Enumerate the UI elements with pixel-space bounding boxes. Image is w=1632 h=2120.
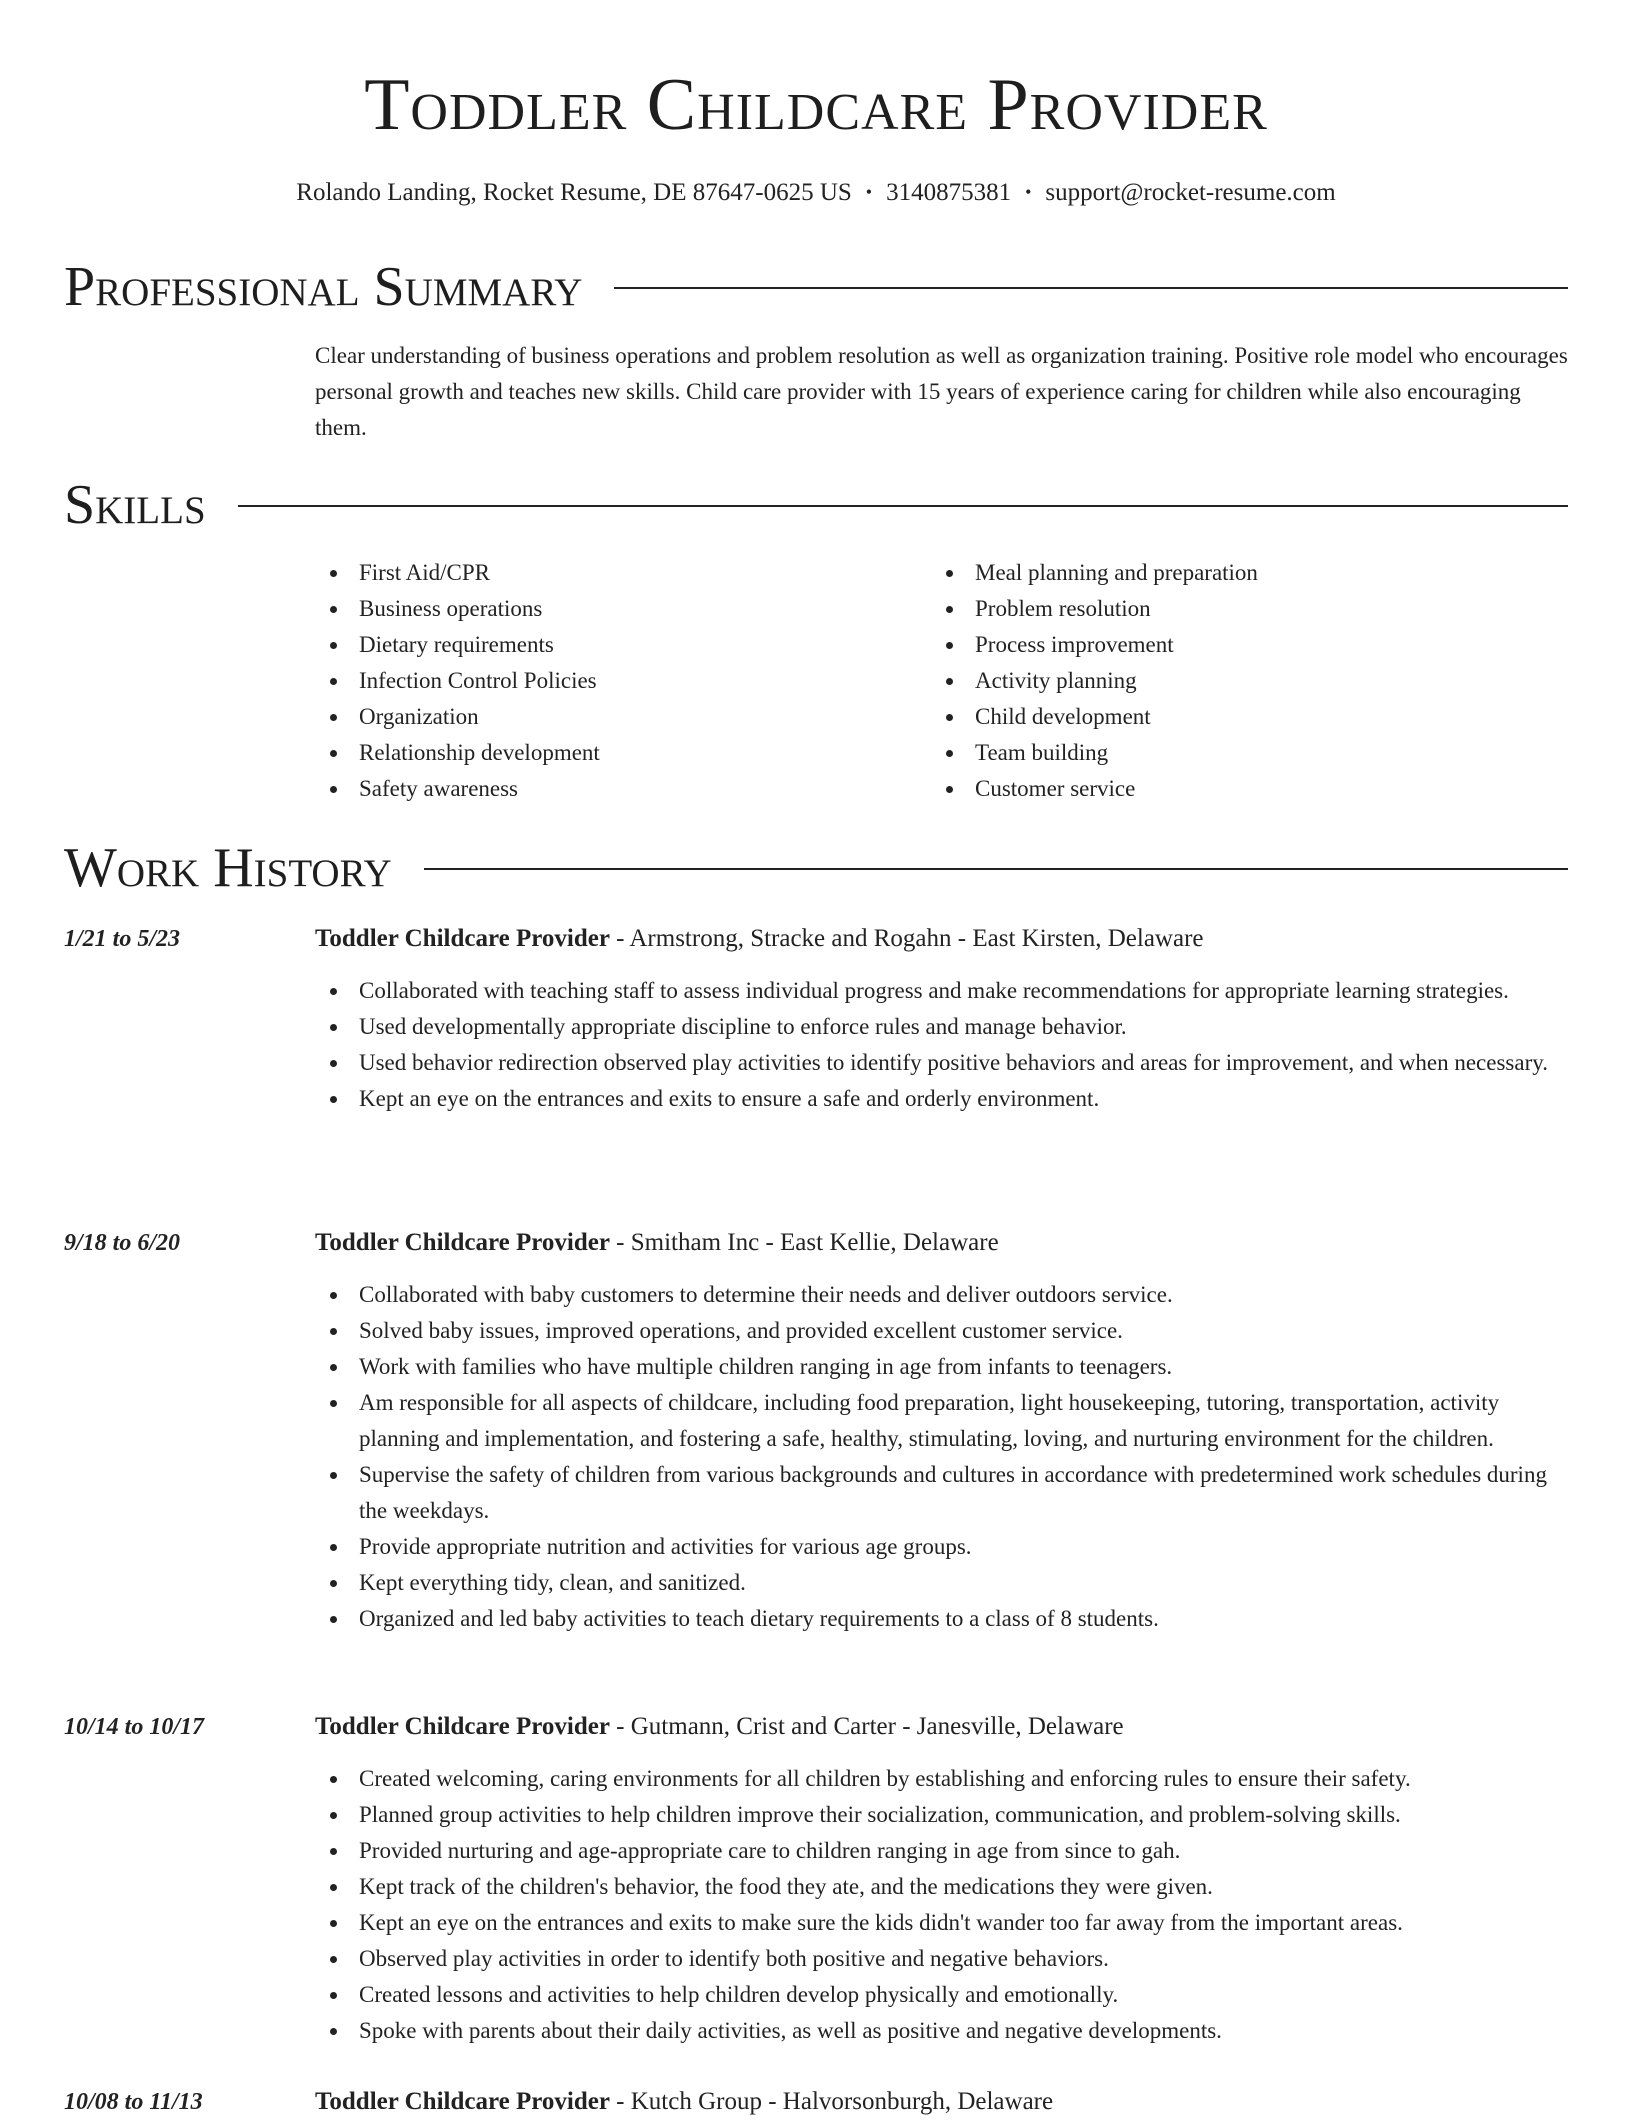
job-bullet: Kept an eye on the entrances and exits to make sure the kids didn't wander too far away from the important areas. [315,1905,1575,1941]
section-divider [614,287,1568,289]
job-dates: 10/14 to 10/17 [64,1714,205,1740]
skill-item: Safety awareness [315,771,915,807]
skill-item: Team building [931,735,1531,771]
job-bullet: Created welcoming, caring environments for all children by establishing and enforcing rules to ensure their safety. [315,1761,1575,1797]
summary-section-header [64,255,1568,319]
candidate-name: Toddler Childcare Provider [364,64,1268,146]
summary-section-title: Professional Summary [64,256,583,318]
skill-item: Process improvement [931,627,1531,663]
job-heading [315,2084,1575,2120]
skill-item: Meal planning and preparation [931,555,1531,591]
job-heading [315,921,1575,957]
summary-text: Clear understanding of business operations and problem resolution as well as organization training. Positive role model who encourages personal growth and teaches new skills. Child care provider with 15 years of experience caring for children while also encouraging them. [315,343,1568,440]
skills-list-left [315,555,915,807]
skills-section-header [64,473,1568,537]
contact-phone: 3140875381 [886,179,1012,206]
job-heading [315,1225,1575,1261]
job-employer: - Kutch Group - Halvorsonburgh, Delaware [616,2088,1054,2115]
skills-list-right [931,555,1531,807]
skill-item: Child development [931,699,1531,735]
job-bullet: Kept an eye on the entrances and exits to ensure a safe and orderly environment. [315,1081,1575,1117]
job-bullet-list [315,1761,1575,2049]
job-role: Toddler Childcare Provider [315,1713,610,1740]
skill-item: Relationship development [315,735,915,771]
section-divider [424,868,1568,870]
job-bullet: Created lessons and activities to help children develop physically and emotionally. [315,1977,1575,2013]
skill-item: Business operations [315,591,915,627]
work-section-header [64,836,1568,900]
job-employer: - Gutmann, Crist and Carter - Janesville, Delaware [616,1713,1124,1740]
job-bullet: Kept track of the children's behavior, the food they ate, and the medications they were given. [315,1869,1575,1905]
job-employer: - Armstrong, Stracke and Rogahn - East Kirsten, Delaware [616,925,1204,952]
job-bullet: Solved baby issues, improved operations, and provided excellent customer service. [315,1313,1575,1349]
job-role: Toddler Childcare Provider [315,925,610,952]
skill-item: Problem resolution [931,591,1531,627]
work-section-title: Work History [64,837,392,899]
contact-separator: • [865,182,873,202]
job-dates: 10/08 to 11/13 [64,2089,203,2115]
skill-item: First Aid/CPR [315,555,915,591]
job-bullet-list [315,1277,1575,1637]
job-bullet: Supervise the safety of children from various backgrounds and cultures in accordance with predetermined work schedules during the weekdays. [315,1457,1575,1529]
skill-item: Activity planning [931,663,1531,699]
job-bullet: Work with families who have multiple children ranging in age from infants to teenagers. [315,1349,1575,1385]
contact-line [0,174,1632,211]
section-divider [238,505,1568,507]
job-bullet: Am responsible for all aspects of childcare, including food preparation, light housekeeping, tutoring, transportation, activity planning and implementation, and fostering a safe, healthy, stimulating, loving, and nurturing environment for the children. [315,1385,1575,1457]
job-bullet: Observed play activities in order to identify both positive and negative behaviors. [315,1941,1575,1977]
job-dates: 9/18 to 6/20 [64,1230,181,1256]
job-bullet: Collaborated with baby customers to determine their needs and deliver outdoors service. [315,1277,1575,1313]
contact-address: Rolando Landing, Rocket Resume, DE 87647-0625 US [296,179,852,206]
job-heading [315,1709,1575,1745]
contact-separator: • [1025,182,1032,202]
job-bullet: Spoke with parents about their daily activities, as well as positive and negative developments. [315,2013,1575,2049]
job-bullet-list [315,973,1575,1117]
skill-item: Dietary requirements [315,627,915,663]
job-bullet: Used behavior redirection observed play activities to identify positive behaviors and areas for improvement, and when necessary. [315,1045,1575,1081]
skill-item: Infection Control Policies [315,663,915,699]
job-bullet: Planned group activities to help children improve their socialization, communication, and problem-solving skills. [315,1797,1575,1833]
contact-email: support@rocket-resume.com [1045,179,1336,206]
job-employer: - Smitham Inc - East Kellie, Delaware [616,1229,999,1256]
job-bullet: Used developmentally appropriate discipline to enforce rules and manage behavior. [315,1009,1575,1045]
job-role: Toddler Childcare Provider [315,2088,610,2115]
skill-item: Customer service [931,771,1531,807]
job-bullet: Collaborated with teaching staff to assess individual progress and make recommendations for appropriate learning strategies. [315,973,1575,1009]
job-bullet: Kept everything tidy, clean, and sanitized. [315,1565,1575,1601]
job-bullet: Provided nurturing and age-appropriate care to children ranging in age from since to gah. [315,1833,1575,1869]
job-dates: 1/21 to 5/23 [64,926,181,952]
job-role: Toddler Childcare Provider [315,1229,610,1256]
job-bullet: Organized and led baby activities to teach dietary requirements to a class of 8 students. [315,1601,1575,1637]
job-bullet: Provide appropriate nutrition and activities for various age groups. [315,1529,1575,1565]
skill-item: Organization [315,699,915,735]
skills-section-title: Skills [64,474,206,536]
